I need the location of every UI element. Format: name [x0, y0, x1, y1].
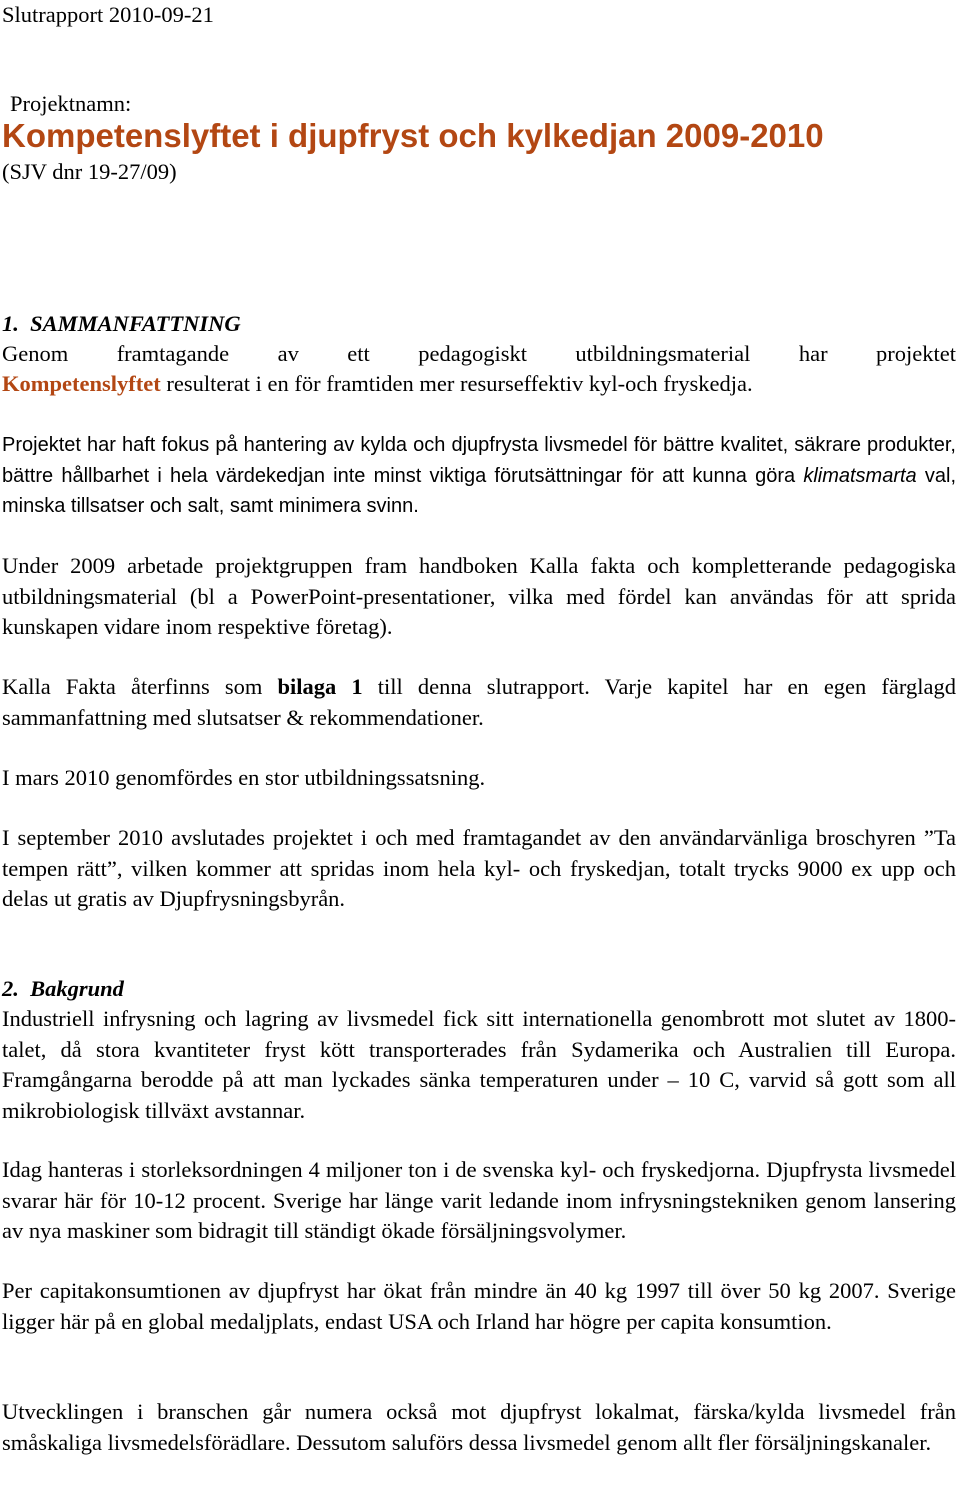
- summary-paragraph-1-line-1: Genom framtagande av ett pedagogiskt utbildningsmaterial har projektet: [2, 341, 956, 366]
- summary-paragraph-5: I mars 2010 genomfördes en stor utbildningssatsning.: [2, 765, 486, 790]
- background-paragraph-2: Idag hanteras i storleksordningen 4 miljoner ton i de svenska kyl- och fryskedjorna. Djupfrysta livsmedel svarar här för 10-12 procent. Sverige har länge varit ledande inom infrysningstekniken genom lansering av nya maskiner som bidragit till ständigt ökade försäljningsvolymer.: [2, 1157, 956, 1243]
- section-1-number: 1.: [2, 311, 19, 336]
- project-label: Projektnamn:: [10, 91, 132, 116]
- summary-paragraph-2-end: val, minska tillsatser och salt, samt minimera svinn.: [2, 464, 956, 517]
- summary-paragraph-2: [2, 430, 956, 522]
- summary-paragraph-4-start: Kalla Fakta återfinns som: [2, 674, 278, 699]
- summary-paragraph-4-end: till denna slutrapport. Varje kapitel har en egen färglagd sammanfattning med slutsatser & rekommendationer.: [2, 674, 956, 730]
- summary-paragraph-2-start: Projektet har haft fokus på hantering av kylda och djupfrysta livsmedel för bättre kvalitet, säkrare produkter, bättre hållbarhet i hela värdekedjan inte minst viktiga förutsättningar för att kunna göra: [2, 434, 956, 487]
- project-name-highlight: Kompetenslyftet: [2, 371, 161, 396]
- climate-smart-emphasis: klimatsmarta: [803, 464, 917, 487]
- section-2-heading: [2, 974, 956, 1005]
- summary-paragraph-4: [2, 672, 956, 733]
- summary-paragraph-1-line-2: [2, 369, 956, 400]
- summary-paragraph-6: I september 2010 avslutades projektet i och med framtagandet av den användarvänliga broschyren ”Ta tempen rätt”, vilken kommer att spridas inom hela kyl- och fryskedjan, totalt trycks 9000 ex upp och delas ut gratis av Djupfrysningsbyrån.: [2, 825, 956, 911]
- project-reference: (SJV dnr 19-27/09): [2, 159, 177, 184]
- report-date: Slutrapport 2010-09-21: [2, 2, 214, 27]
- summary-paragraph-1-rest: resulterat i en för framtiden mer resurseffektiv kyl-och fryskedja.: [160, 371, 753, 396]
- background-paragraph-1: Industriell infrysning och lagring av livsmedel fick sitt internationella genombrott mot slutet av 1800-talet, då stora kvantiteter fryst kött transporterades från Sydamerika och Australien till Europa. Framgångarna berodde på att man lyckades sänka temperaturen under – 10 C, varvid så gott som all mikrobiologisk tillväxt avstannar.: [2, 1006, 956, 1123]
- summary-paragraph-3: Under 2009 arbetade projektgruppen fram handboken Kalla fakta och kompletterande pedagogiska utbildningsmaterial (bl a PowerPoint-presentationer, vilka med fördel kan användas för att sprida kunskapen vidare inom respektive företag).: [2, 553, 956, 639]
- background-paragraph-4: Utvecklingen i branschen går numera också mot djupfryst lokalmat, färska/kylda livsmedel från småskaliga livsmedelsförädlare. Dessutom saluförs dessa livsmedel genom allt fler försäljningskanaler.: [2, 1399, 956, 1455]
- section-1-title: SAMMANFATTNING: [30, 311, 241, 336]
- section-1-heading: [2, 309, 956, 340]
- project-title: Kompetenslyftet i djupfryst och kylkedjan 2009-2010: [2, 117, 824, 154]
- section-2-title: Bakgrund: [30, 976, 124, 1001]
- background-paragraph-3: Per capitakonsumtionen av djupfryst har ökat från mindre än 40 kg 1997 till över 50 kg 2007. Sverige ligger här på en global medaljplats, endast USA och Irland har högre per capita konsumtion.: [2, 1278, 956, 1334]
- appendix-reference: bilaga 1: [277, 674, 363, 699]
- section-2-number: 2.: [2, 976, 19, 1001]
